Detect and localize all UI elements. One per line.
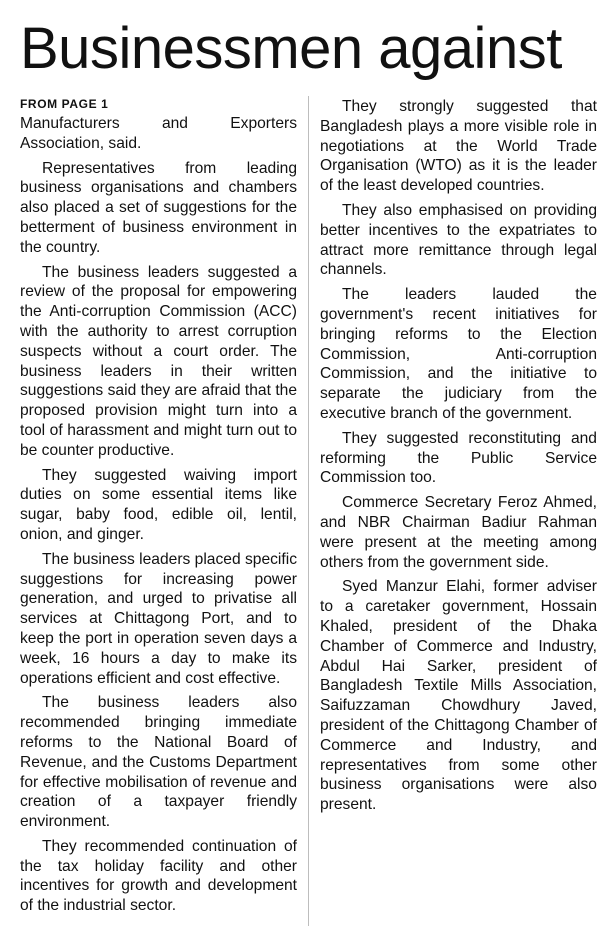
jump-label: FROM PAGE 1: [20, 97, 109, 111]
paragraph: They recommended continuation of the tax holiday facility and other incentives for growth and development of the industrial sector.: [20, 837, 297, 915]
paragraph: They strongly suggested that Bangladesh plays a more visible role in negotiations at the World Trade Organisation (WTO) as it is the leader of the least developed countries.: [320, 98, 597, 195]
paragraph: Manufacturers and Exporters Association, said.: [20, 115, 297, 152]
left-column: [20, 97, 297, 921]
headline: Businessmen against: [20, 16, 562, 81]
column-divider: [308, 96, 309, 926]
paragraph: Syed Manzur Elahi, former adviser to a caretaker government, Hossain Khaled, president of the Dhaka Chamber of Commerce and Industry, Abdul Hai Sarker, president of Bangladesh Textile Mills Association, Saifuzzaman Chowdhury Javed, president of the Chittagong Chamber of Commerce and Industry, and representatives from some other business organisations were also present.: [320, 578, 597, 814]
paragraph: They suggested waiving import duties on some essential items like sugar, baby food, edible oil, lentil, onion, and ginger.: [20, 466, 297, 543]
paragraph: The business leaders also recommended bringing immediate reforms to the National Board of Revenue, and the Customs Department for effective mobilisation of revenue and creation of a taxpayer friendly environment.: [20, 694, 297, 831]
paragraph: The leaders lauded the government's recent initiatives for bringing reforms to the Election Commission, Anti-corruption Commission, and the initiative to separate the judiciary from the executive branch of the government.: [320, 286, 597, 422]
paragraph: The business leaders suggested a review of the proposal for empowering the Anti-corruption Commission (ACC) with the authority to arrest corruption suspects without a court order. The business leaders in their written suggestions said they are afraid that the proposed provision might turn into a tool of harassment and might turn out to be counter productive.: [20, 263, 297, 459]
paragraph: They also emphasised on providing better incentives to the expatriates to attract more remittance through legal channels.: [320, 201, 597, 279]
paragraph: The business leaders placed specific suggestions for increasing power generation, and urged to privatise all services at Chittagong Port, and to keep the port in operation seven days a week, 16 hours a day to make its operations efficient and cost effective.: [20, 550, 297, 687]
paragraph: Commerce Secretary Feroz Ahmed, and NBR Chairman Badiur Rahman were present at the meeting among others from the government side.: [320, 494, 597, 571]
paragraph: They suggested reconstituting and reforming the Public Service Commission too.: [320, 429, 597, 487]
paragraph: Representatives from leading business organisations and chambers also placed a set of suggestions for the betterment of business environment in the country.: [20, 159, 297, 256]
right-column: [320, 97, 597, 820]
